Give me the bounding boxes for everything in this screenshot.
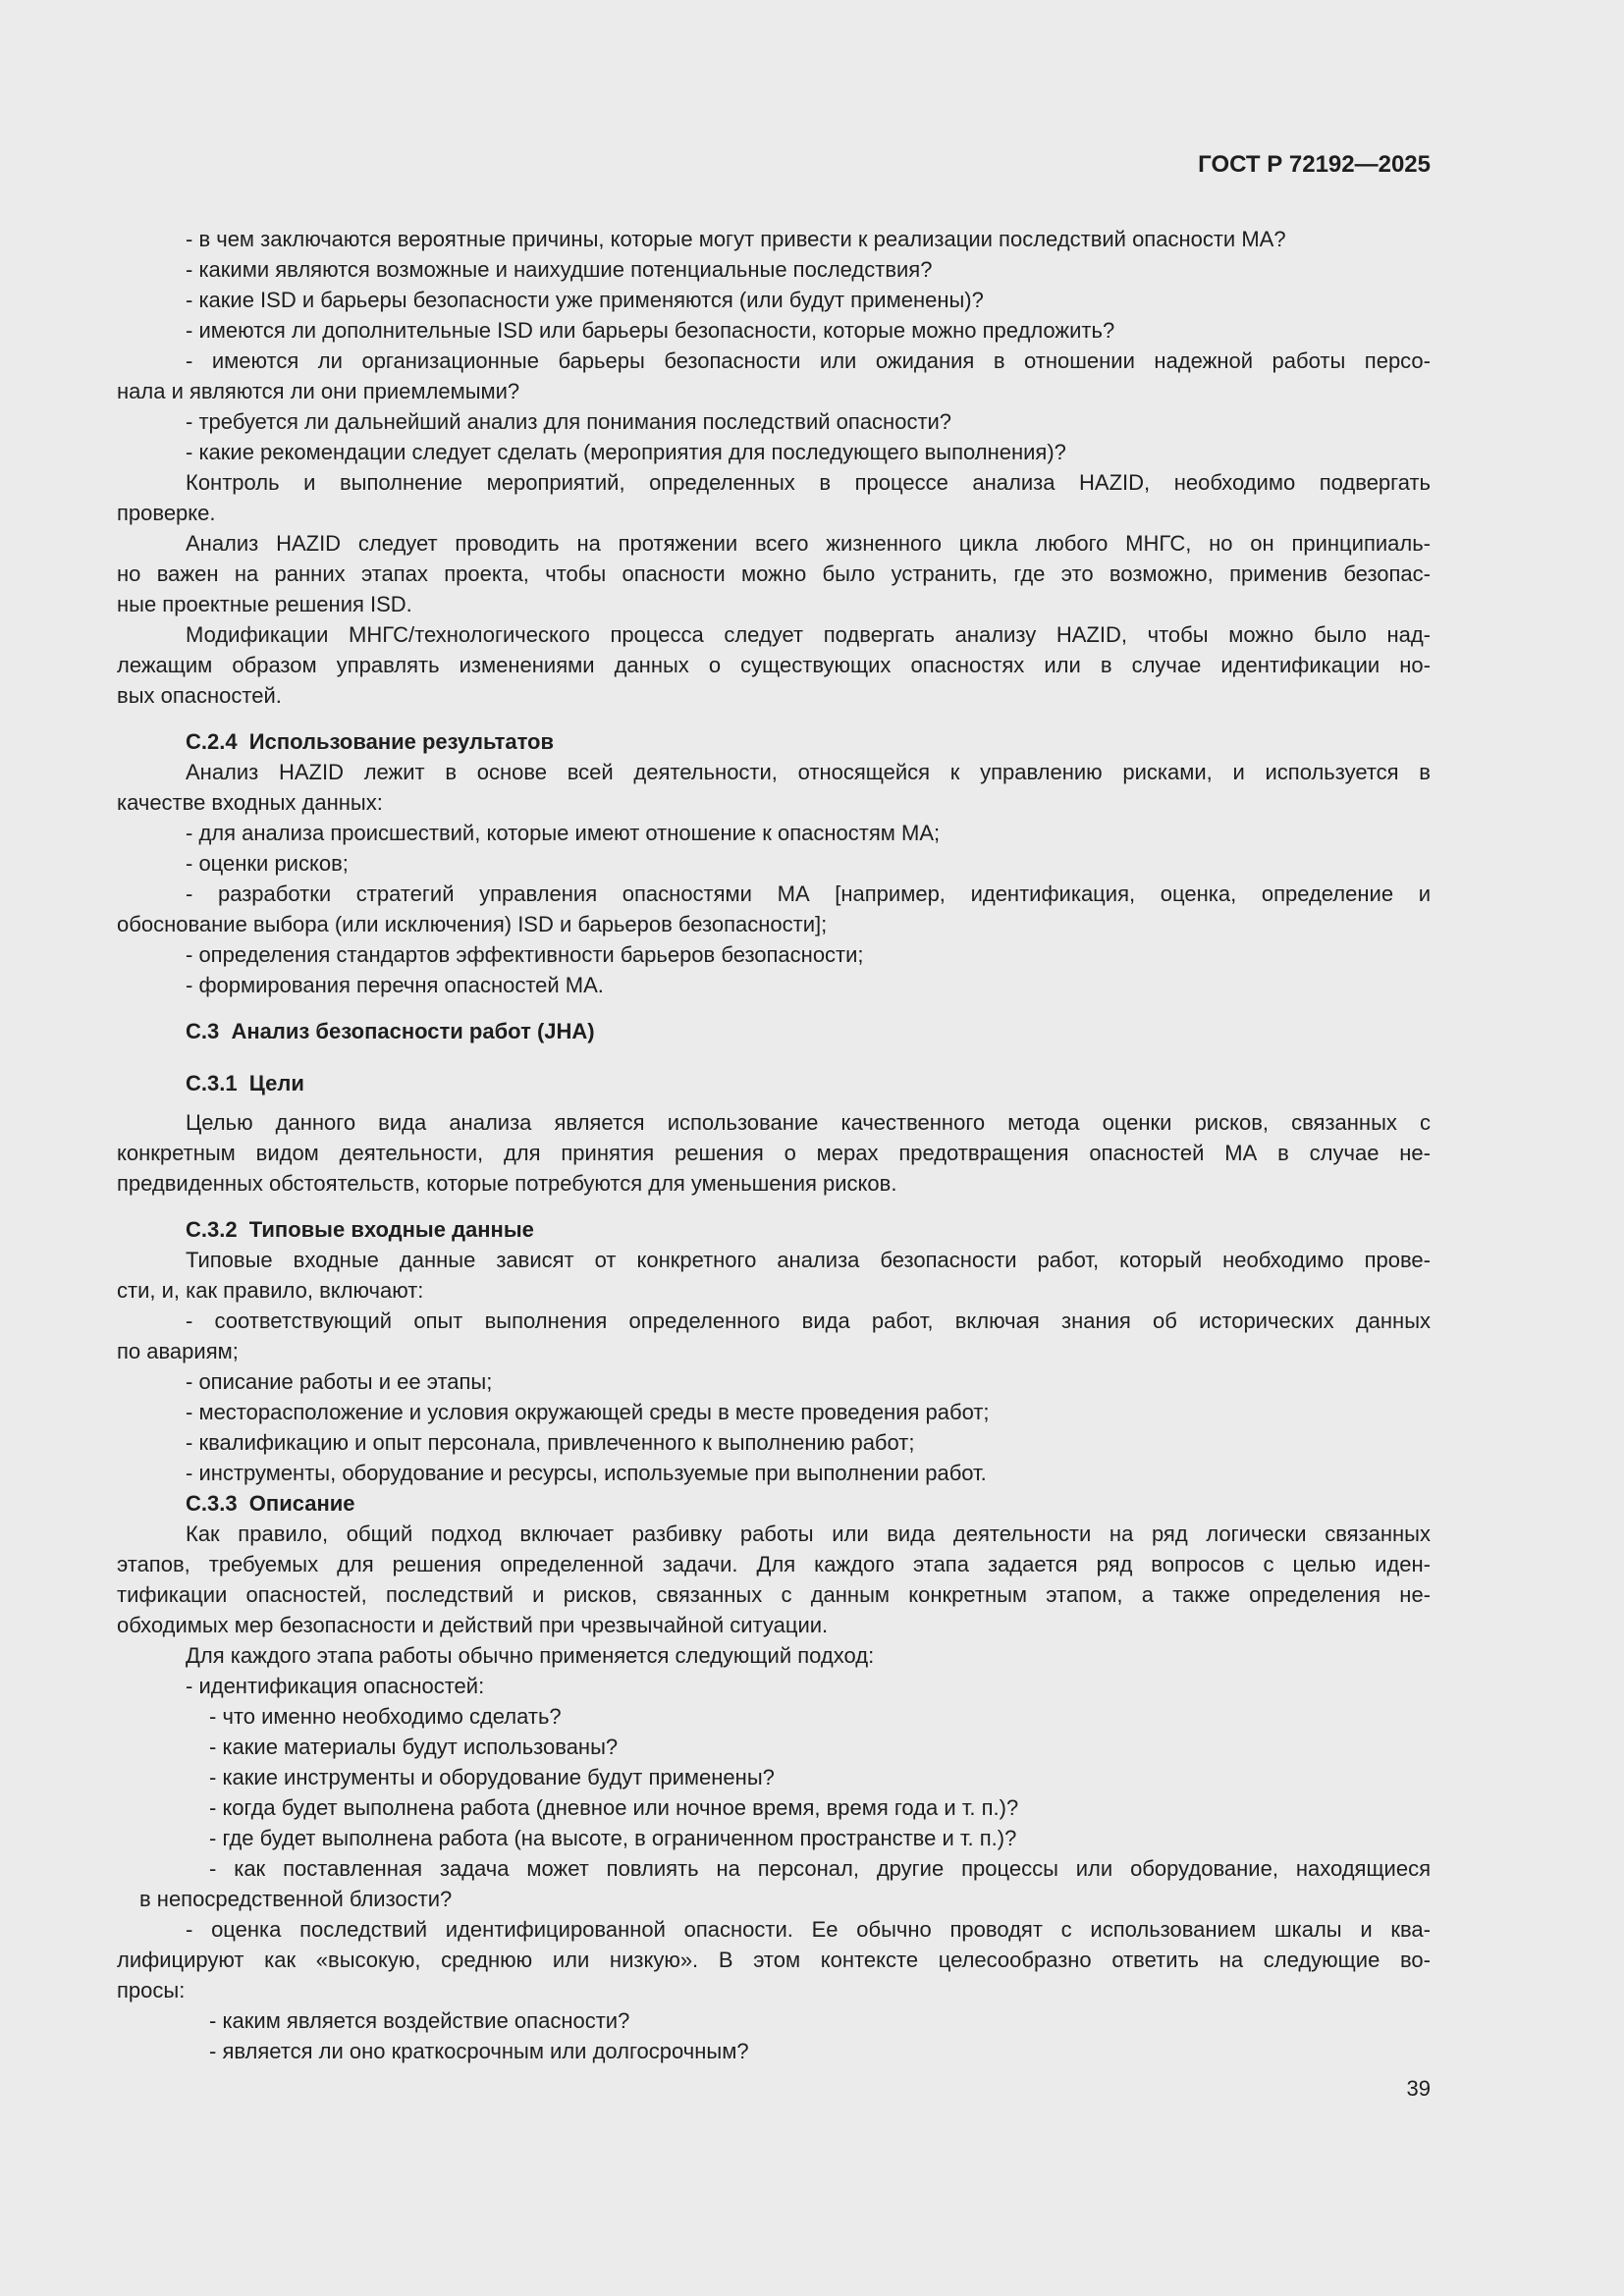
- text-line: конкретным видом деятельности, для принятия решения о мерах предотвращения опасностей МА в случае не-: [117, 1141, 1431, 1165]
- page-number: 39: [1406, 2076, 1431, 2101]
- list-item: - оценки рисков;: [186, 851, 349, 876]
- sub-list-item: - что именно необходимо сделать?: [209, 1704, 562, 1729]
- list-item: - в чем заключаются вероятные причины, которые могут привести к реализации последствий опасности МА?: [186, 227, 1286, 251]
- sub-list-item: - как поставленная задача может повлиять на персонал, другие процессы или оборудование, находящиеся: [209, 1856, 1431, 1881]
- text-line: по авариям;: [117, 1339, 239, 1363]
- text-line: сти, и, как правило, включают:: [117, 1278, 424, 1303]
- paragraph-line: Как правило, общий подход включает разбивку работы или вида деятельности на ряд логически связанных: [186, 1522, 1431, 1546]
- text-line: этапов, требуемых для решения определенной задачи. Для каждого этапа задается ряд вопросов с целью иден-: [117, 1552, 1431, 1576]
- sub-list-item: - где будет выполнена работа (на высоте, в ограниченном пространстве и т. п.)?: [209, 1826, 1017, 1850]
- paragraph-line: Модификации МНГС/технологического процесса следует подвергать анализу HAZID, чтобы можно было над-: [186, 622, 1431, 647]
- list-item: - инструменты, оборудование и ресурсы, используемые при выполнении работ.: [186, 1461, 987, 1485]
- text-line: обходимых мер безопасности и действий при чрезвычайной ситуации.: [117, 1613, 829, 1637]
- list-item: - для анализа происшествий, которые имеют отношение к опасностям МА;: [186, 821, 941, 845]
- paragraph-line: Анализ HAZID лежит в основе всей деятельности, относящейся к управлению рисками, и используется в: [186, 760, 1431, 784]
- document-header-code: ГОСТ Р 72192—2025: [1198, 151, 1431, 178]
- list-item: - формирования перечня опасностей МА.: [186, 973, 604, 997]
- paragraph-line: Анализ HAZID следует проводить на протяжении всего жизненного цикла любого МНГС, но он принципиаль-: [186, 531, 1431, 556]
- page-body: [117, 224, 1431, 2066]
- list-item: - квалификацию и опыт персонала, привлеченного к выполнению работ;: [186, 1430, 915, 1455]
- text-line: обоснование выбора (или исключения) ISD и барьеров безопасности];: [117, 912, 828, 936]
- text-line: нала и являются ли они приемлемыми?: [117, 379, 520, 403]
- sub-list-item: - какие материалы будут использованы?: [209, 1735, 619, 1759]
- paragraph-line: Контроль и выполнение мероприятий, определенных в процессе анализа HAZID, необходимо подвергать: [186, 470, 1431, 495]
- list-item: - описание работы и ее этапы;: [186, 1369, 493, 1394]
- text-line: предвиденных обстоятельств, которые потребуются для уменьшения рисков.: [117, 1171, 897, 1196]
- sub-list-item: - является ли оно краткосрочным или долгосрочным?: [209, 2039, 749, 2063]
- text-line: но важен на ранних этапах проекта, чтобы опасности можно было устранить, где это возможно, применив безопас-: [117, 561, 1431, 586]
- list-item: - какие рекомендации следует сделать (мероприятия для последующего выполнения)?: [186, 440, 1066, 464]
- section-heading: С.3 Анализ безопасности работ (JHA): [186, 1019, 595, 1043]
- paragraph-line: Для каждого этапа работы обычно применяется следующий подход:: [186, 1643, 875, 1668]
- text-line: проверке.: [117, 501, 216, 525]
- text-line: вых опасностей.: [117, 683, 282, 708]
- list-item: - разработки стратегий управления опасностями МА [например, идентификация, оценка, определение и: [186, 881, 1431, 906]
- text-line: в непосредственной близости?: [139, 1887, 453, 1911]
- section-heading: С.2.4 Использование результатов: [186, 729, 555, 754]
- text-line: лифицируют как «высокую, среднюю или низкую». В этом контексте целесообразно ответить на следующие во-: [117, 1948, 1431, 1972]
- section-heading: С.3.1 Цели: [186, 1071, 304, 1095]
- list-item: - какие ISD и барьеры безопасности уже применяются (или будут применены)?: [186, 288, 984, 312]
- paragraph-line: Целью данного вида анализа является использование качественного метода оценки рисков, связанных с: [186, 1110, 1431, 1135]
- list-item: - месторасположение и условия окружающей среды в месте проведения работ;: [186, 1400, 990, 1424]
- list-item: - определения стандартов эффективности барьеров безопасности;: [186, 942, 864, 967]
- text-line: тификации опасностей, последствий и рисков, связанных с данным конкретным этапом, а также определения не-: [117, 1582, 1431, 1607]
- section-heading: С.3.2 Типовые входные данные: [186, 1217, 534, 1242]
- sub-list-item: - какие инструменты и оборудование будут применены?: [209, 1765, 775, 1789]
- list-item: - имеются ли организационные барьеры безопасности или ожидания в отношении надежной работы персо-: [186, 348, 1431, 373]
- text-line: просы:: [117, 1978, 186, 2002]
- paragraph-line: Типовые входные данные зависят от конкретного анализа безопасности работ, который необходимо прове-: [186, 1248, 1431, 1272]
- text-line: ные проектные решения ISD.: [117, 592, 412, 616]
- text-line: качестве входных данных:: [117, 790, 383, 815]
- list-item: - идентификация опасностей:: [186, 1674, 485, 1698]
- list-item: - соответствующий опыт выполнения определенного вида работ, включая знания об исторических данных: [186, 1308, 1431, 1333]
- text-line: лежащим образом управлять изменениями данных о существующих опасностях или в случае идентификации но-: [117, 653, 1431, 677]
- sub-list-item: - каким является воздействие опасности?: [209, 2008, 630, 2033]
- list-item: - имеются ли дополнительные ISD или барьеры безопасности, которые можно предложить?: [186, 318, 1115, 343]
- list-item: - какими являются возможные и наихудшие потенциальные последствия?: [186, 257, 933, 282]
- sub-list-item: - когда будет выполнена работа (дневное или ночное время, время года и т. п.)?: [209, 1795, 1019, 1820]
- list-item: - требуется ли дальнейший анализ для понимания последствий опасности?: [186, 409, 952, 434]
- list-item: - оценка последствий идентифицированной опасности. Ее обычно проводят с использованием шкалы и ква-: [186, 1917, 1431, 1942]
- section-heading: С.3.3 Описание: [186, 1491, 355, 1516]
